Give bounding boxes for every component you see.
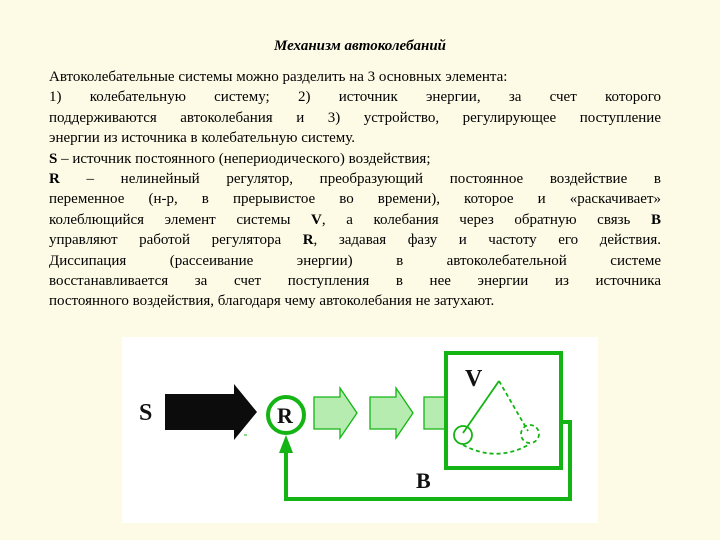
page-title: Механизм автоколебаний (273, 38, 447, 54)
s-letter: S (49, 150, 58, 167)
label-r: R (277, 403, 293, 428)
text-line-1: Автоколебательные системы можно разделить на 3 основных элемента: (49, 69, 508, 85)
source-arrow (165, 384, 257, 440)
text-line-10: Диссипация (рассеивание энергии) в автоколебательной системе (49, 252, 661, 269)
feedback-arrowhead (279, 435, 293, 453)
text-line-3: поддерживаются автоколебания и 3) устройство, регулирующее поступление (49, 109, 661, 126)
v-letter: V (311, 211, 322, 228)
flow-arrow-2 (370, 388, 413, 438)
text-line-7: переменное (н-р, в прерывистое во времени), которое и «раскачивает» (49, 191, 661, 208)
r-letter-2: R (302, 232, 314, 249)
text-fragment: управляют работой регулятора (49, 232, 303, 249)
text-line-11: восстанавливается за счет поступления в нее энергии из источника (49, 273, 661, 290)
autooscillation-diagram (122, 337, 598, 523)
text-fragment: , задавая фазу и частоту его действия. (313, 232, 661, 249)
label-v: V (465, 366, 483, 392)
diagram-svg (122, 337, 598, 523)
s-definition: – источник постоянного (непериодического) воздействия; (57, 150, 431, 167)
text-fragment: , а колебания через обратную связь (321, 211, 651, 228)
oscillator-box (446, 353, 561, 468)
text-line-4: энергии из источника в колебательную систему. (49, 130, 356, 147)
text-line-6 (49, 169, 661, 189)
text-line-8 (49, 210, 661, 230)
description-paragraph (49, 67, 661, 312)
text-line-9 (49, 230, 661, 250)
text-line-12: постоянного воздействия, благодаря чему автоколебания не затухают. (49, 293, 495, 310)
text-line-5 (49, 149, 661, 169)
r-letter: R (49, 171, 60, 188)
text-fragment: колеблющийся элемент системы (49, 211, 312, 228)
label-b: B (416, 468, 431, 493)
label-s: S (139, 400, 153, 426)
b-letter: В (650, 211, 661, 228)
item-oscillatory-system: 1) колебательную систему; (49, 89, 270, 106)
text-line-2 (49, 87, 661, 107)
flow-arrow-1 (314, 388, 357, 438)
item-energy-source: 2) источник энергии, за счет которого (297, 89, 661, 106)
r-definition: – нелинейный регулятор, преобразующий постоянное воздействие в (59, 171, 661, 188)
